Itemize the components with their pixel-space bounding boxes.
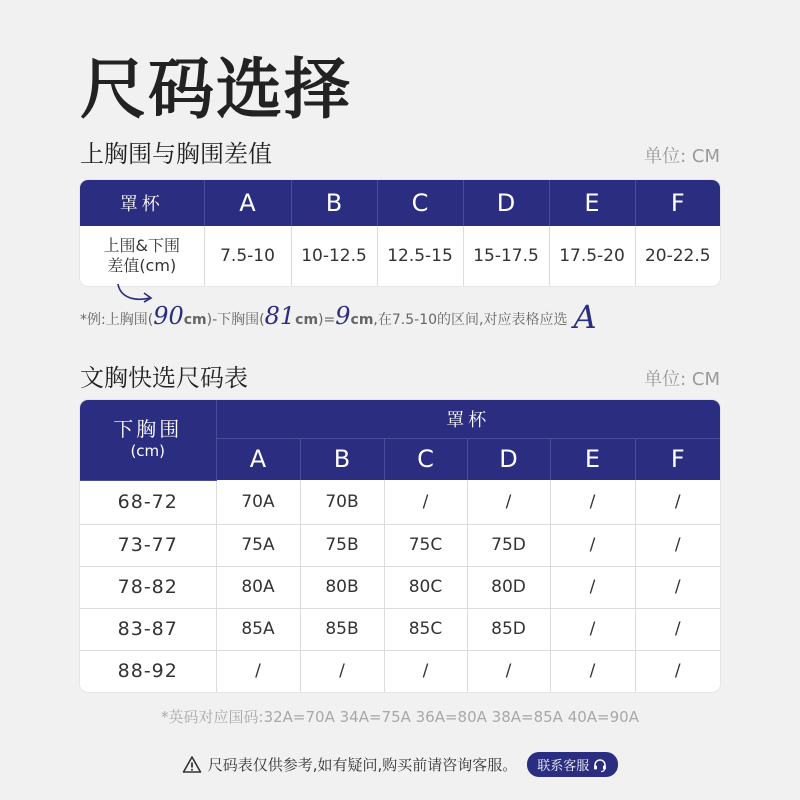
section1-unit: 单位: CM (644, 146, 720, 167)
header-cup: 罩杯 (80, 180, 204, 226)
size-cell: / (550, 650, 635, 692)
size-cell: 75D (467, 524, 550, 566)
size-cell: 85C (384, 608, 467, 650)
table-header-row (80, 400, 720, 438)
row-label-line1: 上围&下围 (103, 236, 180, 255)
size-cell: / (467, 480, 550, 524)
table-header-row (80, 180, 720, 226)
cup-header: 罩杯 (216, 400, 720, 438)
under-bust-range: 73-77 (80, 524, 216, 566)
size-cell: / (216, 650, 300, 692)
under-bust-range: 88-92 (80, 650, 216, 692)
notice-bar (0, 752, 800, 777)
size-cell: / (467, 650, 550, 692)
under-bust-value: 81 (264, 302, 296, 330)
size-cell: 80B (300, 566, 384, 608)
under-bust-range: 83-87 (80, 608, 216, 650)
under-bust-header: 下胸围 (cm) (80, 400, 216, 480)
section2-heading: 文胸快选尺码表 (80, 364, 248, 392)
table-row (80, 480, 720, 524)
value-cell: 15-17.5 (463, 226, 549, 286)
size-cell: / (635, 650, 720, 692)
size-cell: 85D (467, 608, 550, 650)
size-cell: 85A (216, 608, 300, 650)
size-cell: / (384, 480, 467, 524)
page-title: 尺码选择 (80, 51, 352, 128)
difference-value: 9 (335, 302, 351, 330)
size-cell: / (384, 650, 467, 692)
notice-text: 尺码表仅供参考,如有疑问,购买前请咨询客服。 (207, 756, 518, 774)
size-cell: 70B (300, 480, 384, 524)
header-c: C (377, 180, 463, 226)
size-cell: / (550, 480, 635, 524)
upper-bust-value: 90 (153, 302, 184, 330)
cup-b: B (300, 438, 384, 480)
header-a: A (204, 180, 291, 226)
size-cell: / (635, 524, 720, 566)
size-cell: 85B (300, 608, 384, 650)
warning-icon (182, 755, 202, 775)
cup-d: D (467, 438, 550, 480)
size-cell: / (550, 566, 635, 608)
table-row (80, 226, 720, 286)
size-cell: 80A (216, 566, 300, 608)
value-cell: 17.5-20 (549, 226, 635, 286)
size-cell: / (550, 608, 635, 650)
section1-heading: 上胸围与胸围差值 (80, 140, 272, 168)
size-cell: / (635, 608, 720, 650)
table-row (80, 524, 720, 566)
headset-icon (592, 757, 608, 773)
contact-service-button[interactable]: 联系客服 (527, 752, 618, 777)
example-text: *例:上胸围(90cm)-下胸围(81cm)=9cm,在7.5-10的区间,对应表格应选 A (80, 298, 597, 336)
size-cell: / (635, 566, 720, 608)
size-cell: / (635, 480, 720, 524)
size-cell: / (550, 524, 635, 566)
cup-a: A (216, 438, 300, 480)
header-f: F (635, 180, 720, 226)
cup-difference-table (80, 180, 720, 286)
header-d: D (463, 180, 549, 226)
row-label (80, 226, 204, 286)
size-cell: 80D (467, 566, 550, 608)
table-row (80, 608, 720, 650)
value-cell: 7.5-10 (204, 226, 291, 286)
section2-unit: 单位: CM (644, 369, 720, 390)
value-cell: 12.5-15 (377, 226, 463, 286)
size-cell: 70A (216, 480, 300, 524)
size-cell: 75A (216, 524, 300, 566)
value-cell: 20-22.5 (635, 226, 720, 286)
answer-letter: A (573, 298, 597, 336)
table-row (80, 566, 720, 608)
row-label-line2: 差值(cm) (107, 256, 177, 275)
cup-f: F (635, 438, 720, 480)
header-b: B (291, 180, 377, 226)
header-e: E (549, 180, 635, 226)
bra-size-table (80, 400, 720, 692)
value-cell: 10-12.5 (291, 226, 377, 286)
cup-c: C (384, 438, 467, 480)
size-conversion-note: *英码对应国码:32A=70A 34A=75A 36A=80A 38A=85A 40A=90A (161, 708, 639, 726)
under-bust-range: 78-82 (80, 566, 216, 608)
cup-e: E (550, 438, 635, 480)
size-cell: 75C (384, 524, 467, 566)
size-cell: / (300, 650, 384, 692)
size-cell: 75B (300, 524, 384, 566)
under-bust-range: 68-72 (117, 491, 178, 513)
size-cell: 80C (384, 566, 467, 608)
table-row (80, 650, 720, 692)
